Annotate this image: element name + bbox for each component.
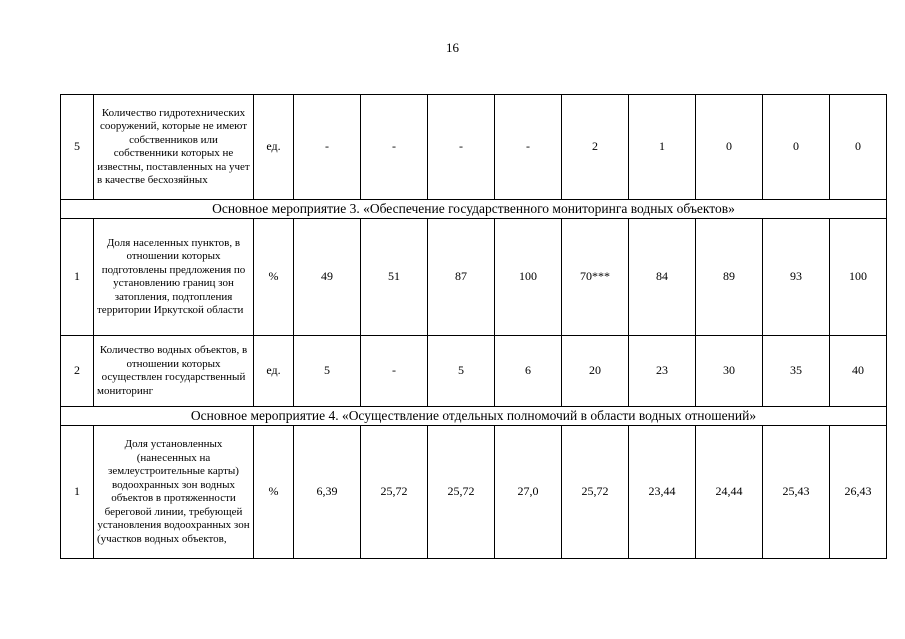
value-cell: 87: [428, 219, 495, 336]
value-cell: 5: [428, 336, 495, 407]
value-cell: 51: [361, 219, 428, 336]
value-cell: -: [495, 95, 562, 200]
value-cell: 1: [629, 95, 696, 200]
indicator-name: Количество гидротехнических сооружений, которые не имеют собственников или собственники которых не известны, поставленных на учет в качестве бесхозяйных: [94, 95, 254, 200]
value-cell: 23,44: [629, 426, 696, 559]
table-row: [61, 336, 887, 407]
value-cell: -: [361, 95, 428, 200]
value-cell: 25,72: [361, 426, 428, 559]
value-cell: 26,43: [830, 426, 887, 559]
page-number: 16: [446, 40, 459, 55]
value-cell: 93: [763, 219, 830, 336]
row-number: 1: [61, 219, 94, 336]
value-cell: 84: [629, 219, 696, 336]
value-cell: 30: [696, 336, 763, 407]
unit-cell: %: [254, 219, 294, 336]
indicator-name: Доля установленных (нанесенных на землеустроительные карты) водоохранных зон водных объектов в протяженности береговой линии, требующей установления водоохранных зон (участков водных объектов,: [94, 426, 254, 559]
table-row: [61, 219, 887, 336]
value-cell: 23: [629, 336, 696, 407]
value-cell: 0: [696, 95, 763, 200]
row-number: 2: [61, 336, 94, 407]
value-cell: 5: [294, 336, 361, 407]
value-cell: -: [361, 336, 428, 407]
value-cell: 20: [562, 336, 629, 407]
indicators-table: [60, 94, 887, 559]
value-cell: 24,44: [696, 426, 763, 559]
section-header-row: [61, 407, 887, 426]
value-cell: 40: [830, 336, 887, 407]
indicator-name: Количество водных объектов, в отношении которых осуществлен государственный мониторинг: [94, 336, 254, 407]
value-cell: 100: [830, 219, 887, 336]
section-header-row: [61, 200, 887, 219]
value-cell: 100: [495, 219, 562, 336]
unit-cell: ед.: [254, 95, 294, 200]
value-cell: 27,0: [495, 426, 562, 559]
value-cell: 2: [562, 95, 629, 200]
table-row: [61, 426, 887, 559]
value-cell: -: [294, 95, 361, 200]
value-cell: 70***: [562, 219, 629, 336]
value-cell: 0: [763, 95, 830, 200]
value-cell: -: [428, 95, 495, 200]
indicator-name: Доля населенных пунктов, в отношении которых подготовлены предложения по установлению границ зон затопления, подтопления территории Иркутской области: [94, 219, 254, 336]
table-row: [61, 95, 887, 200]
value-cell: 6,39: [294, 426, 361, 559]
value-cell: 6: [495, 336, 562, 407]
value-cell: 25,72: [428, 426, 495, 559]
value-cell: 0: [830, 95, 887, 200]
value-cell: 25,72: [562, 426, 629, 559]
unit-cell: ед.: [254, 336, 294, 407]
section-title: Основное мероприятие 3. «Обеспечение государственного мониторинга водных объектов»: [61, 200, 887, 219]
value-cell: 49: [294, 219, 361, 336]
section-title: Основное мероприятие 4. «Осуществление отдельных полномочий в области водных отношений»: [61, 407, 887, 426]
value-cell: 25,43: [763, 426, 830, 559]
value-cell: 35: [763, 336, 830, 407]
row-number: 1: [61, 426, 94, 559]
row-number: 5: [61, 95, 94, 200]
value-cell: 89: [696, 219, 763, 336]
unit-cell: %: [254, 426, 294, 559]
